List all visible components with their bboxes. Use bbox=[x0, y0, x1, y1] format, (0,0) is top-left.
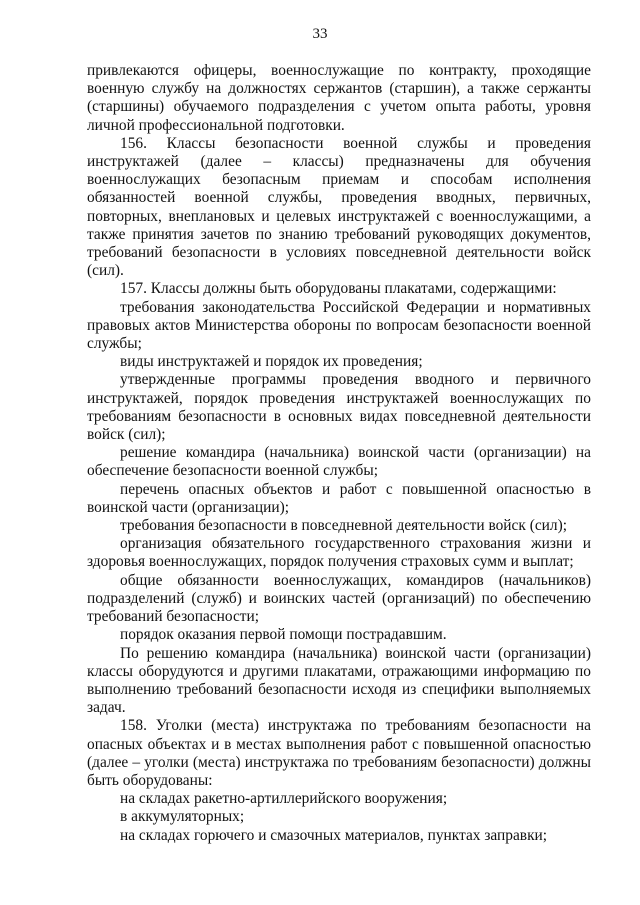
paragraph: 156. Классы безопасности военной службы и проведения инструктажей (далее – классы) предназначены для обучения военнослужащих безопасным приемам и способам исполнения обязанностей военной службы, проведения вводных, первичных, повторных, внеплановых и целевых инструктажей с военнослужащими, а также принятия зачетов по знанию требований руководящих документов, требований безопасности в условиях повседневной деятельности войск (сил). bbox=[87, 134, 591, 280]
paragraph: По решению командира (начальника) воинской части (организации) классы оборудуются и другими плакатами, отражающими информацию по выполнению требований безопасности исходя из специфики выполняемых задач. bbox=[87, 644, 591, 717]
paragraph: в аккумуляторных; bbox=[120, 808, 245, 826]
document-body bbox=[87, 62, 591, 845]
paragraph: порядок оказания первой помощи пострадавшим. bbox=[120, 626, 447, 644]
paragraph: перечень опасных объектов и работ с повышенной опасностью в воинской части (организации); bbox=[87, 480, 591, 516]
paragraph: общие обязанности военнослужащих, командиров (начальников) подразделений (служб) и воинских частей (организаций) по обеспечению требований безопасности; bbox=[87, 571, 591, 626]
page-number: 33 bbox=[312, 26, 328, 42]
paragraph: 157. Классы должны быть оборудованы плакатами, содержащими: bbox=[120, 280, 557, 298]
paragraph: на складах ракетно-артиллерийского вооружения; bbox=[120, 790, 448, 808]
paragraph: требования безопасности в повседневной деятельности войск (сил); bbox=[120, 517, 567, 535]
paragraph: утвержденные программы проведения вводного и первичного инструктажей, порядок проведения инструктажей военнослужащих по требованиям безопасности в основных видах повседневной деятельности войск (сил); bbox=[87, 371, 591, 444]
paragraph: требования законодательства Российской Федерации и нормативных правовых актов Министерства обороны по вопросам безопасности военной службы; bbox=[87, 298, 591, 353]
paragraph: решение командира (начальника) воинской части (организации) на обеспечение безопасности военной службы; bbox=[87, 444, 591, 480]
paragraph: привлекаются офицеры, военнослужащие по контракту, проходящие военную службу на должностях сержантов (старшин), а также сержанты (старшины) обучаемого подразделения с учетом опыта работы, уровня личной профессиональной подготовки. bbox=[87, 62, 591, 134]
paragraph: 158. Уголки (места) инструктажа по требованиям безопасности на опасных объектах и в местах выполнения работ с повышенной опасностью (далее – уголки (места) инструктажа по требованиям безопасности) должны быть оборудованы: bbox=[87, 717, 591, 789]
paragraph: организация обязательного государственного страхования жизни и здоровья военнослужащих, порядок получения страховых сумм и выплат; bbox=[87, 535, 591, 571]
paragraph: на складах горючего и смазочных материалов, пунктах заправки; bbox=[120, 826, 548, 844]
paragraph: виды инструктажей и порядок их проведения; bbox=[120, 353, 423, 371]
